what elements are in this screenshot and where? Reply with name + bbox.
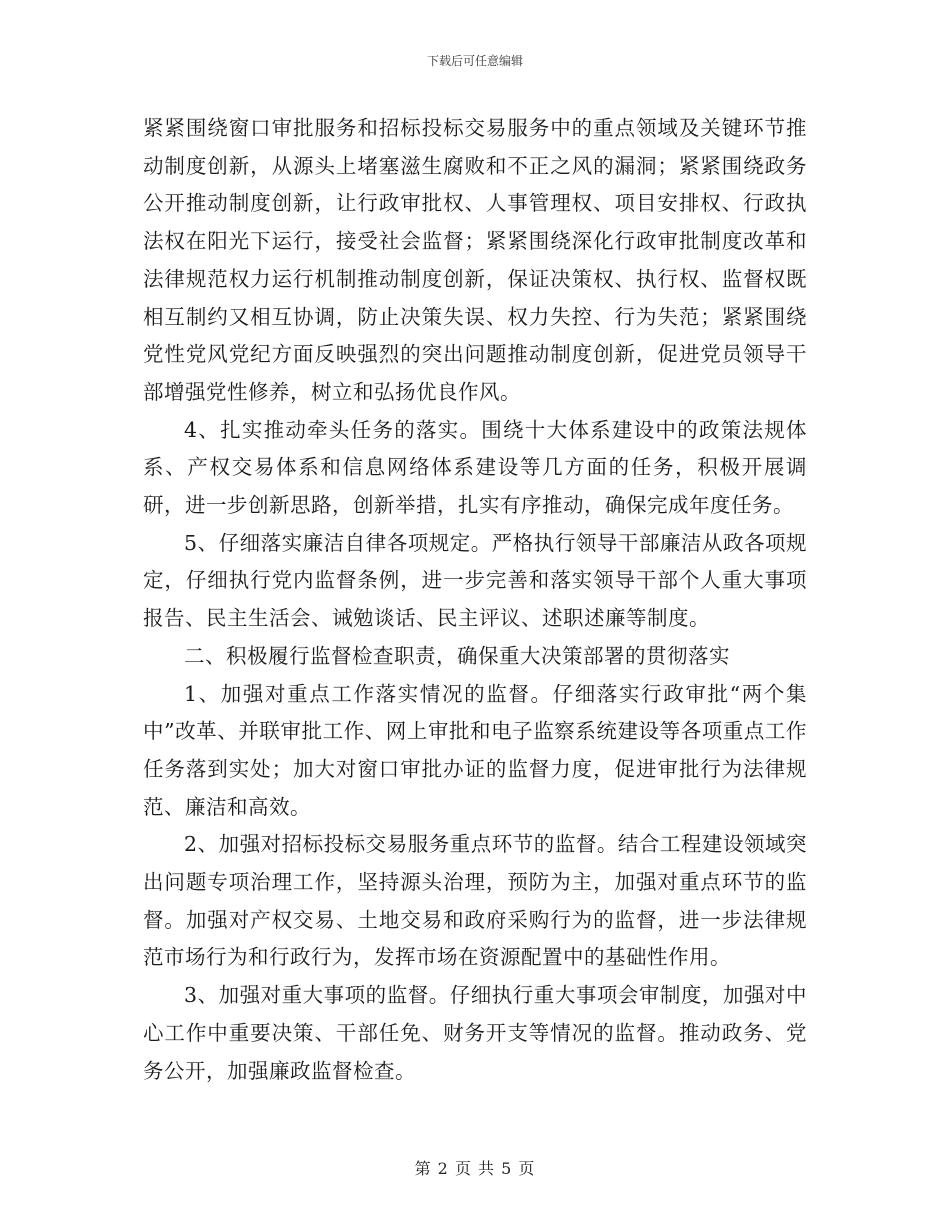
paragraph: 4、扎实推动牵头任务的落实。围绕十大体系建设中的政策法规体系、产权交易体系和信息网络体系建设等几方面的任务，积极开展调研，进一步创新思路，创新举措，扎实有序推动，确保完成年度任务。 (143, 417, 807, 518)
paragraph: 3、加强对重大事项的监督。仔细执行重大事项会审制度，加强对中心工作中重要决策、干部任免、财务开支等情况的监督。推动政务、党务公开，加强廉政监督检查。 (143, 983, 807, 1083)
header-note: 下载后可任意编辑 (426, 54, 523, 68)
section-heading: 二、积极履行监督检查职责，确保重大决策部署的贯彻落实 (184, 643, 730, 668)
paragraph: 2、加强对招标投标交易服务重点环节的监督。结合工程建设领域突出问题专项治理工作，坚持源头治理，预防为主，加强对重点环节的监督。加强对产权交易、土地交易和政府采购行为的监督，进一步法律规范市场行为和行政行为，发挥市场在资源配置中的基础性作用。 (143, 832, 807, 970)
paragraph: 紧紧围绕窗口审批服务和招标投标交易服务中的重点领域及关键环节推动制度创新，从源头上堵塞滋生腐败和不正之风的漏洞；紧紧围绕政务公开推动制度创新，让行政审批权、人事管理权、项目安排权、行政执法权在阳光下运行，接受社会监督；紧紧围绕深化行政审批制度改革和法律规范权力运行机制推动制度创新，保证决策权、执行权、监督权既相互制约又相互协调，防止决策失误、权力失控、行为失范；紧紧围绕党性党风党纪方面反映强烈的突出问题推动制度创新，促进党员领导干部增强党性修养，树立和弘扬优良作风。 (143, 116, 807, 404)
paragraph: 1、加强对重点工作落实情况的监督。仔细落实行政审批“两个集中”改革、并联审批工作、网上审批和电子监察系统建设等各项重点工作任务落到实处；加大对窗口审批办证的监督力度，促进审批行为法律规范、廉洁和高效。 (143, 681, 807, 819)
page-number-footer: 第 2 页 共 5 页 (414, 1159, 536, 1178)
paragraph: 5、仔细落实廉洁自律各项规定。严格执行领导干部廉洁从政各项规定，仔细执行党内监督条例，进一步完善和落实领导干部个人重大事项报告、民主生活会、诫勉谈话、民主评议、述职述廉等制度。 (143, 530, 807, 631)
document-body (143, 110, 807, 1090)
